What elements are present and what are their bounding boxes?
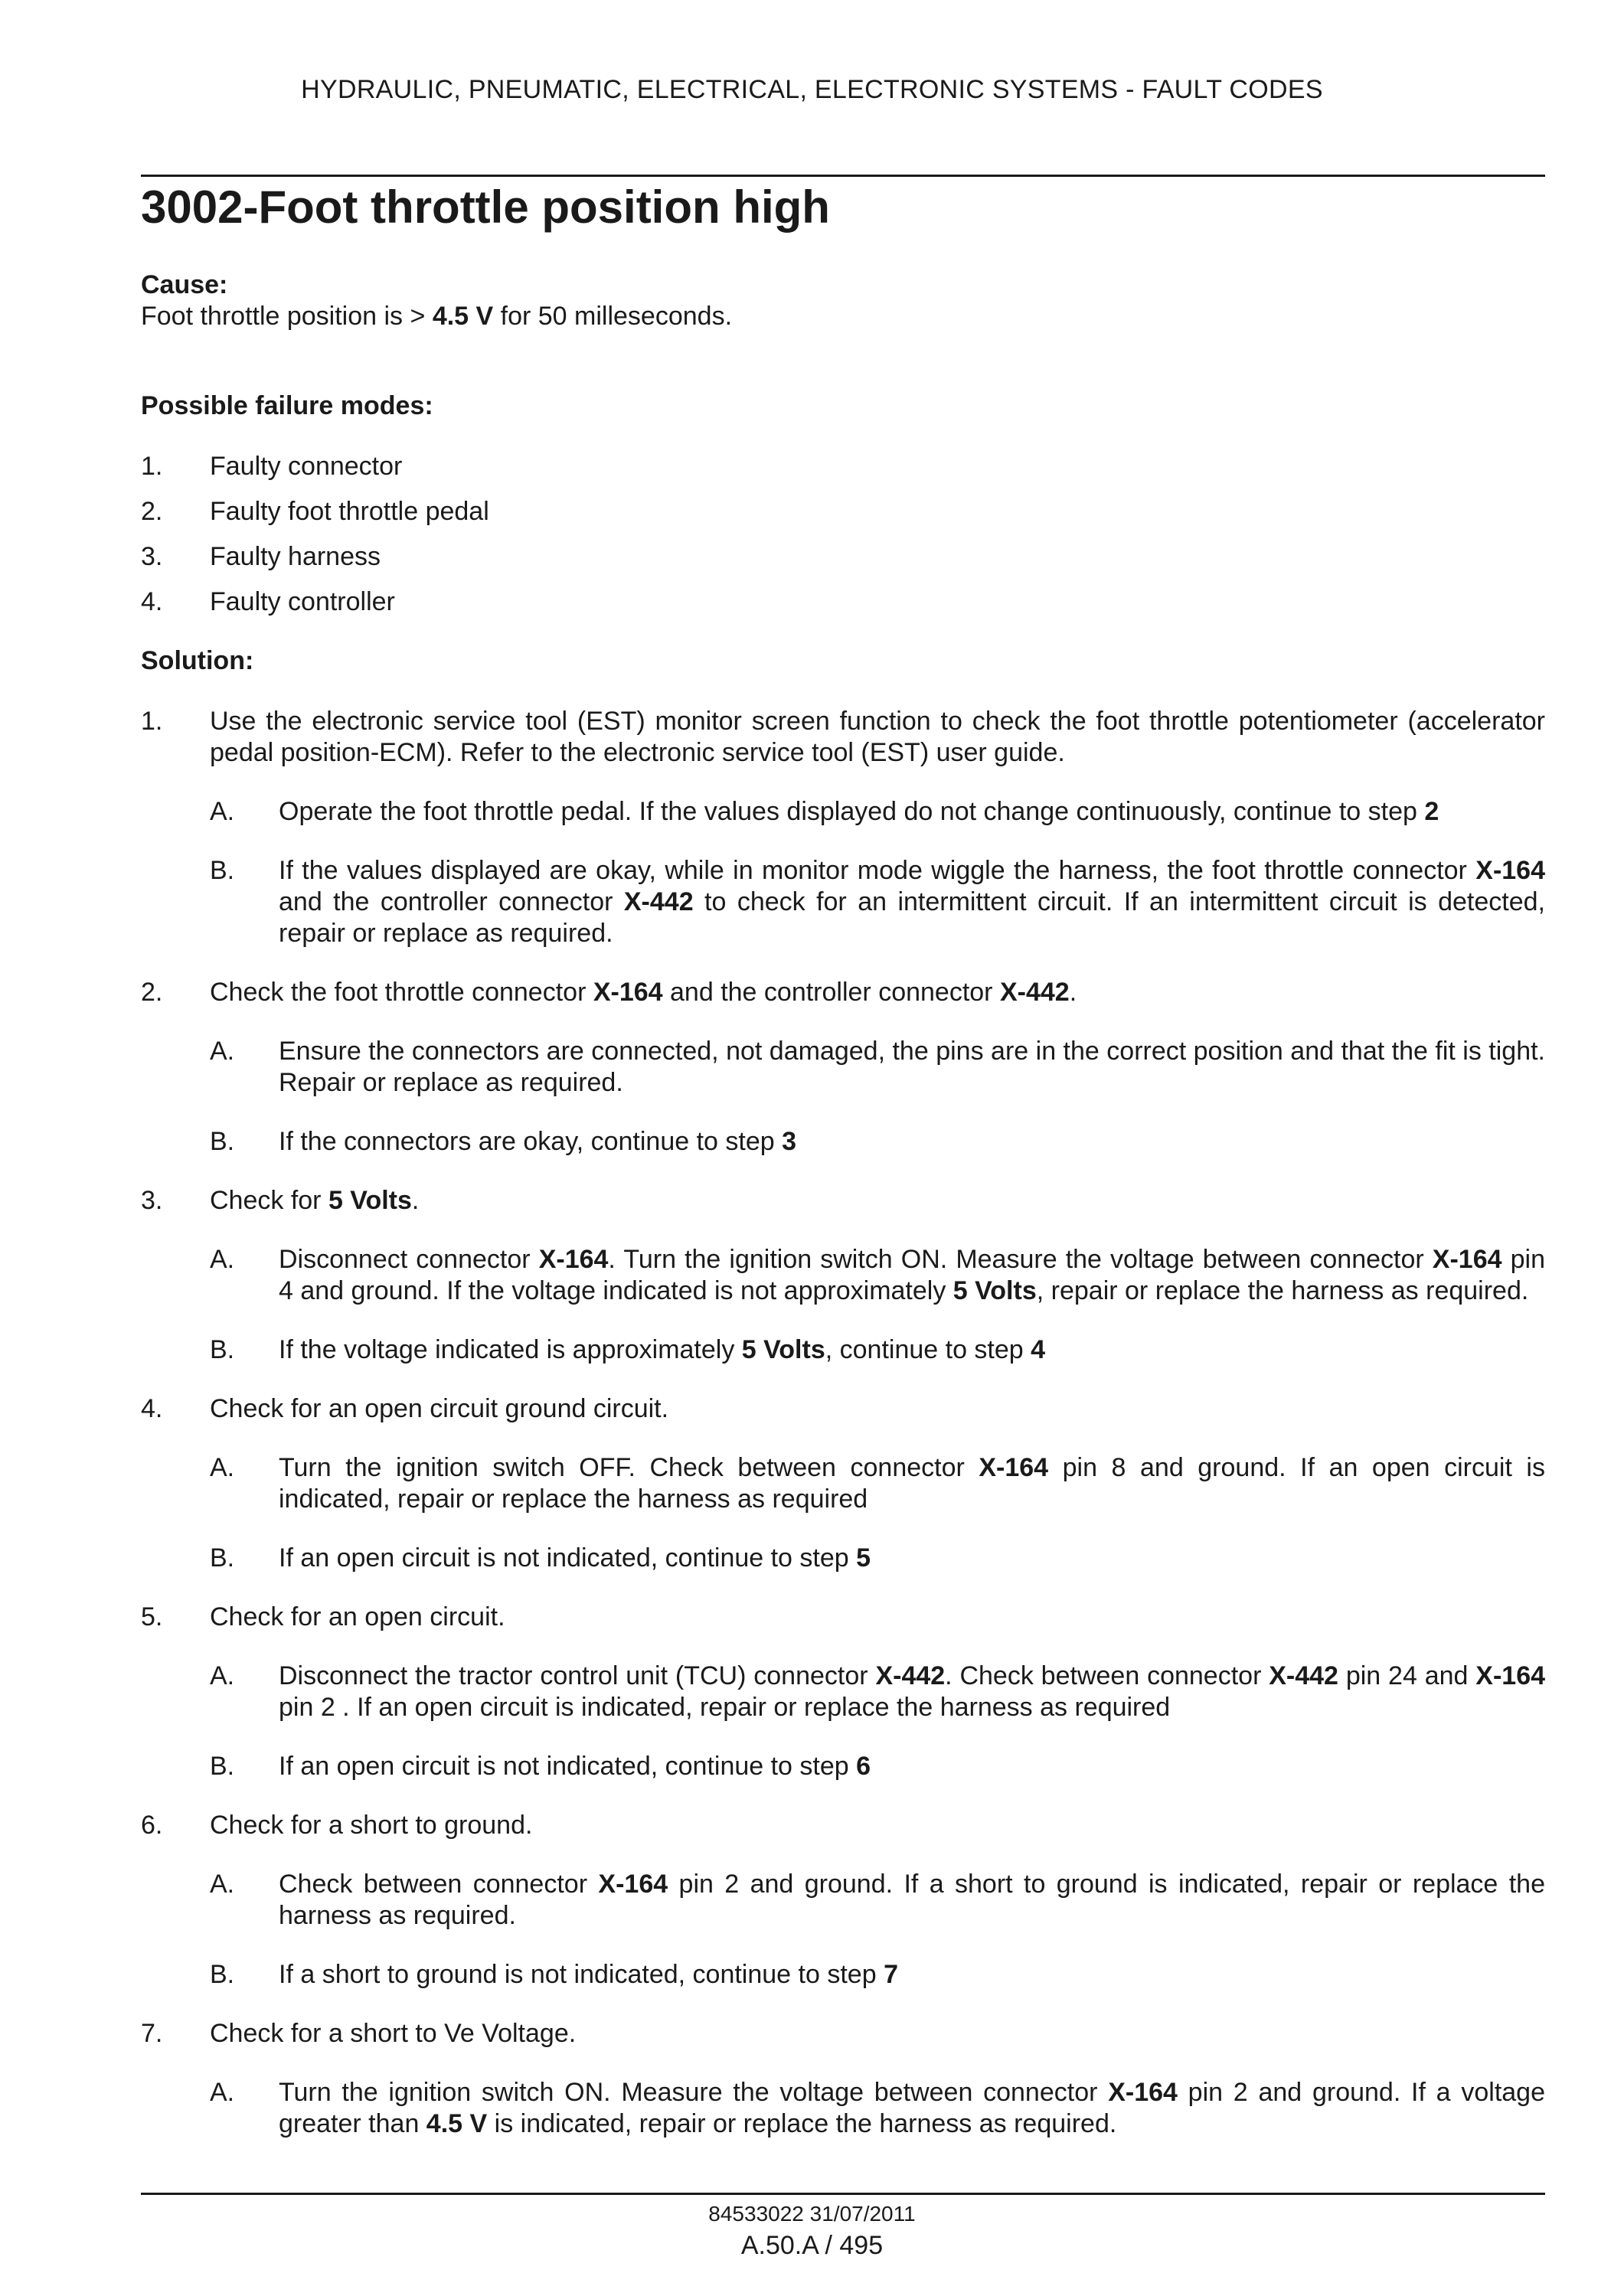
step-number: 4. <box>141 1394 163 1423</box>
bold-term: 6 <box>856 1752 871 1781</box>
text-run: . <box>1069 978 1077 1007</box>
substep-letter: A. <box>210 1453 235 1482</box>
solution-step <box>141 1602 1545 1796</box>
item-number: 1. <box>141 452 163 481</box>
text-run: Check the foot throttle connector <box>210 978 593 1007</box>
step-text <box>210 1393 1545 1425</box>
bold-term: 7 <box>884 1960 898 1989</box>
step-number: 7. <box>141 2019 163 2048</box>
substep-text <box>279 1751 1545 1782</box>
solution-step <box>141 706 1545 963</box>
text-run: Check between connector <box>279 1870 599 1899</box>
substep <box>210 1869 1545 1932</box>
substep <box>210 1244 1545 1307</box>
text-run: pin 2 and ground. If a short to ground is indicated, repair or replace the harness as required. <box>279 1870 1545 1930</box>
substep-text <box>279 1661 1545 1723</box>
footer-rule <box>141 2193 1545 2195</box>
text-run: pin 8 and ground. If an open circuit is indicated, repair or replace the harness as required <box>279 1453 1545 1514</box>
solution-step <box>141 1393 1545 1588</box>
substep <box>210 1661 1545 1723</box>
bold-term: 3 <box>782 1127 797 1156</box>
page-title: 3002-Foot throttle position high <box>141 181 830 233</box>
step-body <box>210 1602 1545 1796</box>
text-run: Operate the foot throttle pedal. If the values displayed do not change continuously, continue to step <box>279 797 1425 826</box>
substep-letter: A. <box>210 1661 235 1690</box>
text-run: Check for <box>210 1186 328 1215</box>
substeps <box>210 1661 1545 1782</box>
substep <box>210 2077 1545 2140</box>
substep-letter: A. <box>210 797 235 826</box>
bold-term: 4 <box>1031 1335 1046 1364</box>
text-run: Disconnect the tractor control unit (TCU) connector <box>279 1661 876 1690</box>
text-run: If the connectors are okay, continue to step <box>279 1127 783 1156</box>
bold-term: X-164 <box>598 1870 668 1899</box>
substeps <box>210 1036 1545 1158</box>
text-run: Check for an open circuit ground circuit. <box>210 1394 669 1423</box>
substeps <box>210 1244 1545 1366</box>
item-text: Faulty controller <box>210 587 395 616</box>
substep-text <box>279 1126 1545 1158</box>
failure-mode-item <box>141 586 1545 632</box>
substeps <box>210 2077 1545 2140</box>
text-run: If the voltage indicated is approximately <box>279 1335 742 1364</box>
step-text <box>210 2018 1545 2049</box>
substeps <box>210 1452 1545 1574</box>
text-run: . Turn the ignition switch ON. Measure the voltage between connector <box>608 1245 1433 1274</box>
text-run: , continue to step <box>825 1335 1031 1364</box>
substep-letter: B. <box>210 1752 235 1781</box>
bold-term: 5 Volts <box>953 1276 1037 1305</box>
bold-term: X-164 <box>593 978 663 1007</box>
substep-text <box>279 855 1545 949</box>
item-number: 2. <box>141 497 163 526</box>
substep-letter: B. <box>210 1127 235 1156</box>
substep <box>210 1126 1545 1158</box>
text-run: Disconnect connector <box>279 1245 539 1274</box>
bold-term: X-442 <box>623 887 694 916</box>
page-number: A.50.A / 495 <box>740 2231 884 2260</box>
step-number: 5. <box>141 1602 163 1631</box>
bold-term: 4.5 V <box>426 2109 488 2138</box>
substep-letter: B. <box>210 856 235 885</box>
cause-label: Cause: <box>141 270 228 299</box>
text-run: and the controller connector <box>662 978 1000 1007</box>
text-run: , repair or replace the harness as required. <box>1036 1276 1529 1305</box>
step-text <box>210 977 1545 1008</box>
text-run: Use the electronic service tool (EST) monitor screen function to check the foot throttle potentiometer (accelerator pedal position-ECM). Refer to the electronic service tool (EST) user guide. <box>210 707 1545 767</box>
substep-text <box>279 2077 1545 2140</box>
bold-term: X-164 <box>1475 856 1545 885</box>
substep <box>210 1543 1545 1574</box>
bold-term: X-164 <box>1432 1245 1502 1274</box>
item-number: 4. <box>141 587 163 616</box>
substep-letter: B. <box>210 1960 235 1989</box>
substep-letter: B. <box>210 1335 235 1364</box>
text-run: If the values displayed are okay, while in monitor mode wiggle the harness, the foot throttle connector <box>279 856 1476 885</box>
step-text <box>210 1185 1545 1217</box>
solution-step <box>141 1810 1545 2004</box>
text-run: and the controller connector <box>279 887 624 916</box>
bold-term: X-164 <box>1108 2078 1178 2107</box>
failure-mode-item <box>141 451 1545 496</box>
bold-term: X-164 <box>979 1453 1049 1482</box>
substep-text <box>279 1543 1545 1574</box>
substep <box>210 1751 1545 1782</box>
substep-letter: A. <box>210 1870 235 1899</box>
item-text: Faulty foot throttle pedal <box>210 497 489 526</box>
text-run: If a short to ground is not indicated, continue to step <box>279 1960 884 1989</box>
failure-mode-item <box>141 496 1545 541</box>
text-run: pin 2 . If an open circuit is indicated, repair or replace the harness as required <box>279 1693 1171 1722</box>
text-run: to check for an intermittent circuit. If an intermittent circuit is detected, repair or replace as required. <box>279 887 1545 948</box>
bold-term: X-442 <box>1269 1661 1338 1690</box>
bold-term: 2 <box>1424 797 1439 826</box>
substep <box>210 1036 1545 1099</box>
failure-modes-label: Possible failure modes: <box>141 391 433 420</box>
text-run: If an open circuit is not indicated, continue to step <box>279 1752 857 1781</box>
solution-step <box>141 1185 1545 1380</box>
solution-label: Solution: <box>141 646 254 675</box>
solution-steps <box>141 706 1545 2154</box>
failure-mode-item <box>141 541 1545 586</box>
text-run: If an open circuit is not indicated, continue to step <box>279 1543 857 1573</box>
cause-value: 4.5 V <box>432 302 494 331</box>
running-header: HYDRAULIC, PNEUMATIC, ELECTRICAL, ELECTRONIC SYSTEMS - FAULT CODES <box>301 75 1323 104</box>
step-body <box>210 977 1545 1171</box>
step-text <box>210 1810 1545 1841</box>
text-run: . Check between connector <box>945 1661 1269 1690</box>
substep-text <box>279 1334 1545 1366</box>
item-text: Faulty connector <box>210 452 403 481</box>
substep-letter: A. <box>210 1245 235 1274</box>
substep <box>210 855 1545 949</box>
substep <box>210 1959 1545 1991</box>
step-number: 1. <box>141 707 163 736</box>
substep-text <box>279 1244 1545 1307</box>
bold-term: X-442 <box>999 978 1070 1007</box>
header-rule <box>141 175 1545 177</box>
solution-step <box>141 977 1545 1171</box>
substep-letter: B. <box>210 1543 235 1573</box>
bold-term: X-164 <box>1475 1661 1546 1690</box>
text-run: pin 24 and <box>1338 1661 1476 1690</box>
substep-letter: A. <box>210 2078 235 2107</box>
document-body <box>141 269 1545 2167</box>
substeps <box>210 796 1545 949</box>
step-body <box>210 1393 1545 1588</box>
step-text <box>210 706 1545 769</box>
text-run: pin 4 and ground. If the voltage indicated is not approximately <box>279 1245 1545 1305</box>
step-number: 6. <box>141 1811 163 1840</box>
document-code: 84533022 31/07/2011 <box>708 2202 916 2226</box>
text-run: Turn the ignition switch ON. Measure the voltage between connector <box>279 2078 1109 2107</box>
bold-term: 5 Volts <box>741 1335 825 1364</box>
bold-term: X-164 <box>538 1245 609 1274</box>
bold-term: X-442 <box>875 1661 946 1690</box>
text-run: Ensure the connectors are connected, not damaged, the pins are in the correct position and that the fit is tight. Repair or replace as required. <box>279 1037 1545 1097</box>
text-run: Check for an open circuit. <box>210 1602 505 1631</box>
substep <box>210 1452 1545 1515</box>
text-run: Check for a short to Ve Voltage. <box>210 2019 577 2048</box>
substep-text <box>279 1036 1545 1099</box>
substep-text <box>279 1959 1545 1991</box>
step-body <box>210 706 1545 963</box>
text-run: Turn the ignition switch OFF. Check between connector <box>279 1453 979 1482</box>
substeps <box>210 1869 1545 1991</box>
solution-step <box>141 2018 1545 2154</box>
step-body <box>210 2018 1545 2154</box>
substep-letter: A. <box>210 1037 235 1066</box>
substep <box>210 1334 1545 1366</box>
item-text: Faulty harness <box>210 542 381 571</box>
cause-text: Foot throttle position is > 4.5 V for 50 milleseconds. <box>141 302 733 331</box>
step-number: 2. <box>141 978 163 1007</box>
text-run: Check for a short to ground. <box>210 1811 533 1840</box>
step-text <box>210 1602 1545 1633</box>
failure-modes-list <box>141 451 1545 632</box>
text-run: . <box>411 1186 420 1215</box>
step-body <box>210 1185 1545 1380</box>
bold-term: 5 <box>856 1543 871 1573</box>
substep-text <box>279 1452 1545 1515</box>
step-number: 3. <box>141 1186 163 1215</box>
text-run: pin 2 and ground. If a voltage greater than <box>279 2078 1545 2138</box>
bold-term: 5 Volts <box>328 1186 412 1215</box>
substep <box>210 796 1545 828</box>
item-number: 3. <box>141 542 163 571</box>
step-body <box>210 1810 1545 2004</box>
substep-text <box>279 1869 1545 1932</box>
text-run: is indicated, repair or replace the harness as required. <box>487 2109 1117 2138</box>
substep-text <box>279 796 1545 828</box>
